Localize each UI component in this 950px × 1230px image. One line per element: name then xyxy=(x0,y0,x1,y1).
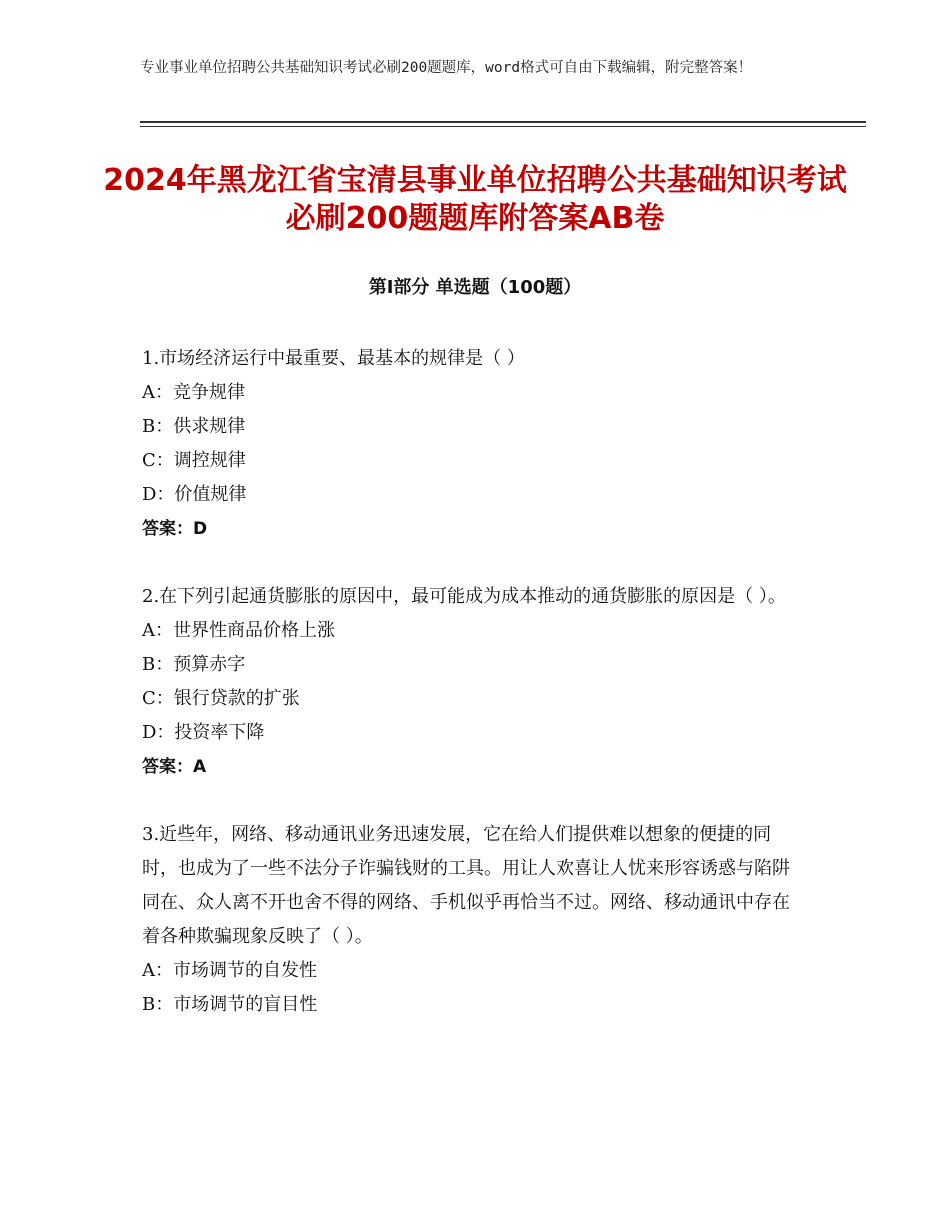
question-stem: 1.市场经济运行中最重要、最基本的规律是（ ） xyxy=(142,348,525,369)
header-note: 专业事业单位招聘公共基础知识考试必刷200题题库，word格式可自由下载编辑，附完整答案！ xyxy=(140,60,753,76)
question-2 xyxy=(142,580,807,784)
option-a: A：市场调节的自发性 xyxy=(142,960,317,981)
option-b: B：市场调节的盲目性 xyxy=(142,994,318,1015)
option-d: D：投资率下降 xyxy=(142,722,265,743)
option-a: A：竞争规律 xyxy=(142,382,245,403)
question-1 xyxy=(142,342,807,546)
question-list xyxy=(142,342,807,1056)
question-3 xyxy=(142,818,807,1022)
answer: 答案：A xyxy=(142,757,207,777)
answer: 答案：D xyxy=(142,519,208,539)
document-title: 2024年黑龙江省宝清县事业单位招聘公共基础知识考试必刷200题题库附答案AB卷 xyxy=(103,163,847,236)
option-a: A：世界性商品价格上涨 xyxy=(142,620,335,641)
option-c: C：调控规律 xyxy=(142,450,246,471)
header-divider-thin xyxy=(140,126,866,127)
header-divider-thick xyxy=(140,121,866,123)
option-d: D：价值规律 xyxy=(142,484,247,505)
question-stem: 2.在下列引起通货膨胀的原因中，最可能成为成本推动的通货膨胀的原因是（ ）。 xyxy=(142,586,786,607)
option-c: C：银行贷款的扩张 xyxy=(142,688,300,709)
question-stem: 3.近些年，网络、移动通讯业务迅速发展，它在给人们提供难以想象的便捷的同时，也成为了一些不法分子诈骗钱财的工具。用让人欢喜让人忧来形容诱惑与陷阱同在、众人离不开也舍不得的网络、手机似乎再恰当不过。网络、移动通讯中存在着各种欺骗现象反映了（ ）。 xyxy=(142,824,790,947)
option-b: B：供求规律 xyxy=(142,416,246,437)
section-title: 第Ⅰ部分 单选题（100题） xyxy=(368,277,582,298)
option-b: B：预算赤字 xyxy=(142,654,246,675)
